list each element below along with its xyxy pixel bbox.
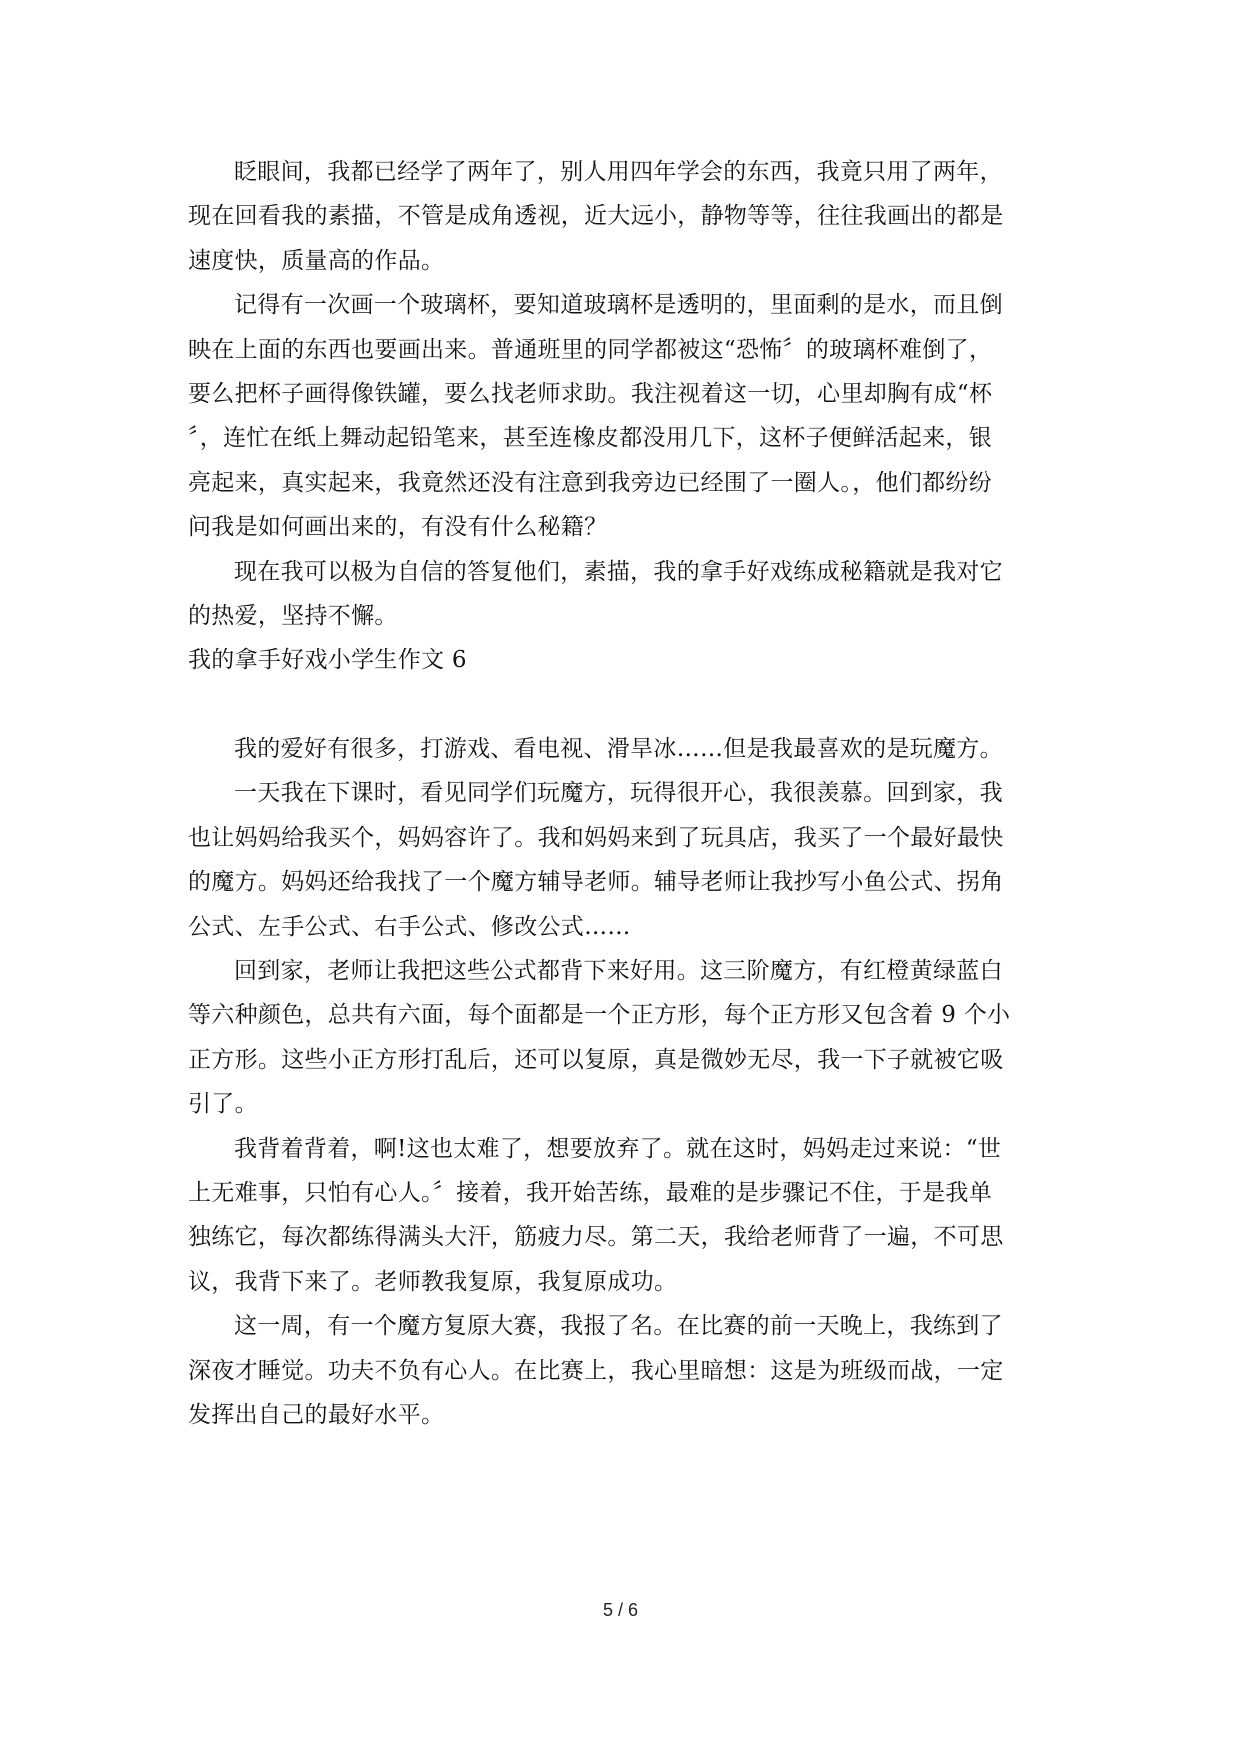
paragraph [188,550,1064,639]
paragraph-line: 速度快，质量高的作品。 [188,247,445,274]
paragraph-line: 眨眼间，我都已经学了两年了，别人用四年学会的东西，我竟只用了两年， [234,159,1003,185]
paragraph-line: 我背着背着，啊!这也太难了，想要放弃了。就在这时，妈妈走过来说：“世 [234,1135,1002,1162]
paragraph-line: 这一周，有一个魔方复原大赛，我报了名。在比赛的前一天晚上，我练到了 [234,1313,1003,1340]
paragraph-line: 等六种颜色，总共有六面，每个面都是一个正方形，每个正方形又包含着 9 个小 [188,1002,1011,1029]
paragraph-line: 现在回看我的素描，不管是成角透视，近大远小，静物等等，往往我画出的都是 [188,203,1004,230]
paragraph [188,949,1064,1127]
paragraph-line: 也让妈妈给我买个，妈妈容许了。我和妈妈来到了玩具店，我买了一个最好最快 [188,824,1004,851]
section-title: 我的拿手好戏小学生作文 6 [188,647,467,674]
essay-paragraphs-part-2 [188,727,1064,1438]
paragraph [188,771,1064,949]
paragraph-line: 要么把杯子画得像铁罐，要么找老师求助。我注视着这一切，心里却胸有成“杯 [188,381,993,408]
paragraph-line: 深夜才睡觉。功夫不负有心人。在比赛上，我心里暗想：这是为班级而战，一定 [188,1357,1004,1384]
paragraph-line: 上无难事，只怕有心人。〞接着，我开始苦练，最难的是步骤记不住，于是我单 [188,1179,992,1206]
paragraph-line: 的魔方。妈妈还给我找了一个魔方辅导老师。辅导老师让我抄写小鱼公式、拐角 [188,869,1004,896]
paragraph-line: 问我是如何画出来的，有没有什么秘籍？ [188,514,608,541]
paragraph-line: 回到家，老师让我把这些公式都背下来好用。这三阶魔方，有红橙黄绿蓝白 [234,957,1003,984]
paragraph-line: 〞，连忙在纸上舞动起铅笔来，甚至连橡皮都没用几下，这杯子便鲜活起来，银 [188,425,992,452]
paragraph [188,1304,1064,1437]
paragraph [188,727,1064,771]
paragraph [188,150,1064,283]
paragraph [188,1127,1064,1305]
paragraph-line: 一天我在下课时，看见同学们玩魔方，玩得很开心，我很羡慕。回到家，我 [234,780,1003,807]
paragraph-line: 记得有一次画一个玻璃杯，要知道玻璃杯是透明的，里面剩的是水，而且倒 [234,292,1003,319]
section-spacer [188,683,1064,727]
paragraph-line: 正方形。这些小正方形打乱后，还可以复原，真是微妙无尽，我一下子就被它吸 [188,1046,1004,1073]
paragraph-line: 发挥出自己的最好水平。 [188,1401,445,1428]
paragraph-line: 现在我可以极为自信的答复他们，素描，我的拿手好戏练成秘籍就是我对它 [234,558,1003,585]
paragraph-line: 我的爱好有很多，打游戏、看电视、滑旱冰……但是我最喜欢的是玩魔方。 [234,735,1003,762]
paragraph-line: 引了。 [188,1091,258,1118]
page-number: 5 / 6 [602,1600,639,1620]
document-body [188,150,1064,1437]
paragraph-line: 映在上面的东西也要画出来。普通班里的同学都被这“恐怖〞的玻璃杯难倒了， [188,336,993,363]
paragraph-line: 的热爱，坚持不懈。 [188,603,398,630]
paragraph-line: 公式、左手公式、右手公式、修改公式…… [188,913,631,940]
paragraph-line: 亮起来，真实起来，我竟然还没有注意到我旁边已经围了一圈人。，他们都纷纷 [188,469,992,496]
essay-paragraphs-part-1 [188,150,1064,638]
paragraph-line: 独练它，每次都练得满头大汗，筋疲力尽。第二天，我给老师背了一遍，不可思 [188,1224,1004,1251]
paragraph-line: 议，我背下来了。老师教我复原，我复原成功。 [188,1268,678,1295]
paragraph [188,283,1064,549]
